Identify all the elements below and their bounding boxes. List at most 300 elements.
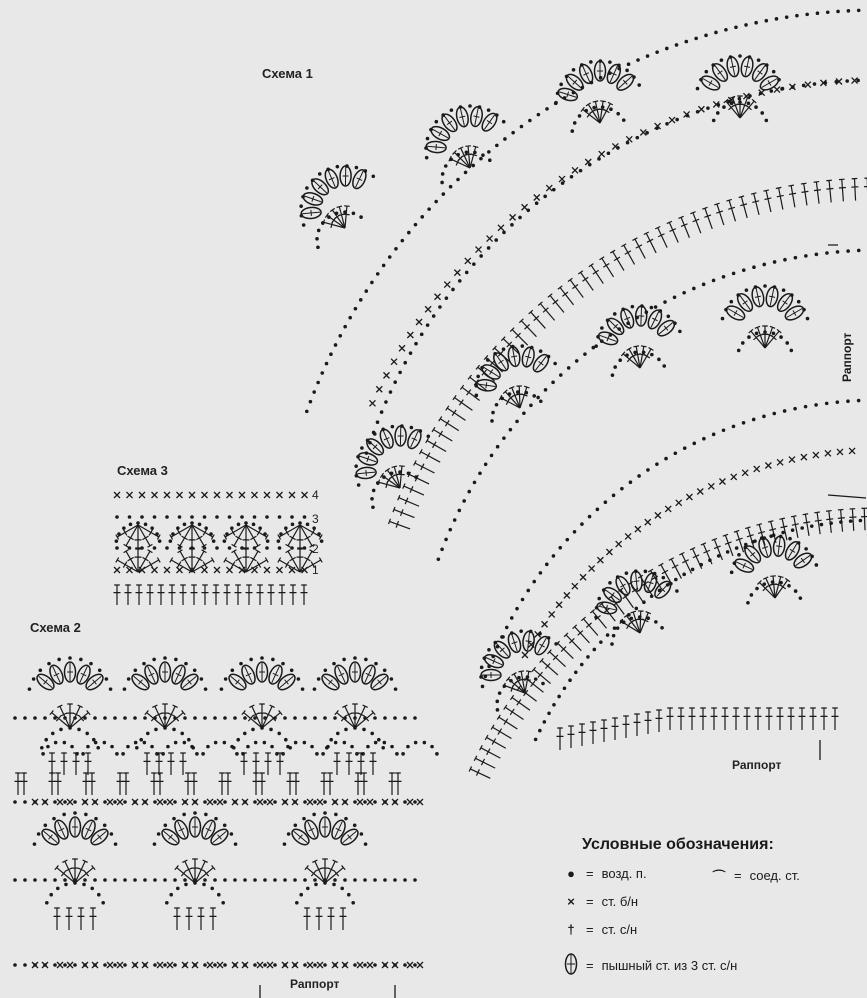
double-crochet <box>601 720 608 742</box>
single-crochet <box>67 962 73 968</box>
double-crochet <box>316 908 323 930</box>
chain-stitch <box>70 745 74 749</box>
chain-stitch <box>486 358 490 362</box>
chain-stitch <box>495 113 499 117</box>
chain-stitch <box>32 677 36 681</box>
scheme-3-row-number: 3 <box>312 512 319 526</box>
single-crochet <box>307 799 313 805</box>
single-crochet <box>239 492 245 498</box>
chain-stitch <box>302 817 306 821</box>
single-crochet <box>317 799 323 805</box>
chain-stitch <box>552 554 556 558</box>
chain-stitch <box>133 878 137 882</box>
single-crochet <box>282 799 288 805</box>
chain-stitch <box>184 662 188 666</box>
chain-stitch <box>334 813 338 817</box>
single-crochet <box>142 962 148 968</box>
double-crochet <box>178 525 192 547</box>
chain-stitch <box>846 249 850 253</box>
double-crochet <box>711 708 718 730</box>
chain-stitch <box>813 82 817 86</box>
chain-stitch <box>318 172 322 176</box>
chain-stitch <box>612 634 616 638</box>
double-crochet <box>232 525 246 547</box>
chain-stitch <box>565 75 569 79</box>
chain-stitch <box>450 108 454 112</box>
chain-stitch <box>836 250 840 254</box>
chain-stitch <box>762 582 766 586</box>
chain-stitch <box>747 335 751 339</box>
double-crochet <box>751 193 759 215</box>
chain-stitch <box>726 550 730 554</box>
chain-stitch <box>800 526 804 530</box>
chain-stitch <box>657 358 661 362</box>
double-crochet <box>679 553 691 574</box>
chain-stitch <box>633 351 637 355</box>
chain-stitch <box>729 55 733 59</box>
chain-stitch <box>372 489 376 493</box>
chain-stitch <box>395 752 399 756</box>
double-crochet <box>426 438 446 451</box>
double-crochet <box>219 773 226 795</box>
scheme-2-rapport-label: Раппорт <box>290 977 340 991</box>
double-crochet <box>419 449 440 462</box>
single-crochet <box>487 236 493 242</box>
puff-stitch-inner <box>408 430 421 449</box>
chain-stitch <box>353 656 357 660</box>
chain-stitch <box>556 91 560 95</box>
chain-stitch <box>664 457 668 461</box>
chain-stitch <box>472 262 476 266</box>
double-crochet <box>389 773 396 795</box>
chain-stitch <box>730 571 734 575</box>
single-crochet <box>232 962 238 968</box>
chain-stitch <box>748 55 752 59</box>
chain-stitch <box>153 878 157 882</box>
chain-stitch <box>193 716 197 720</box>
chain-stitch <box>406 745 410 749</box>
double-crochet <box>192 558 214 572</box>
chain-stitch <box>568 678 572 682</box>
double-crochet <box>70 705 83 728</box>
chain-stitch <box>613 312 617 316</box>
chain-stitch <box>398 470 402 474</box>
chain-stitch <box>263 741 267 745</box>
chain-stitch <box>518 216 522 220</box>
double-crochet <box>259 704 266 728</box>
chain-stitch <box>153 963 157 967</box>
chain-stitch <box>115 752 119 756</box>
chain-stitch <box>295 901 299 905</box>
chain-stitch <box>502 231 506 235</box>
single-crochet <box>765 462 771 468</box>
chain-stitch <box>445 296 449 300</box>
chain-stitch <box>637 474 641 478</box>
double-crochet <box>268 585 275 605</box>
chain-stitch <box>315 752 319 756</box>
chain-stitch <box>845 79 849 83</box>
single-crochet <box>597 557 603 563</box>
chain-stitch <box>754 21 758 25</box>
chain-stitch <box>772 331 776 335</box>
chain-stitch <box>53 800 57 804</box>
chain-stitch <box>785 15 789 19</box>
chain-stitch <box>68 656 72 660</box>
chain-stitch <box>113 878 117 882</box>
chain-stitch <box>376 420 380 424</box>
single-crochet <box>289 492 295 498</box>
chain-stitch <box>594 616 598 620</box>
chain-stitch <box>465 271 469 275</box>
chain-stitch <box>135 746 139 750</box>
chain-stitch <box>502 436 506 440</box>
chain-stitch <box>355 752 359 756</box>
double-crochet <box>186 908 193 930</box>
double-crochet <box>293 773 300 795</box>
chain-stitch <box>510 223 514 227</box>
single-crochet <box>407 962 413 968</box>
double-crochet <box>655 226 667 247</box>
chain-stitch <box>597 597 601 601</box>
chain-stitch <box>409 351 413 355</box>
scheme-2-title: Схема 2 <box>30 620 81 635</box>
chain-stitch <box>114 842 118 846</box>
chain-stitch <box>714 31 718 35</box>
single-crochet <box>382 799 388 805</box>
chain-stitch <box>772 412 776 416</box>
single-crochet <box>114 567 120 573</box>
chain-stitch <box>594 344 598 348</box>
chain-stitch <box>655 50 659 54</box>
single-crochet <box>825 450 831 456</box>
single-crochet <box>267 962 273 968</box>
chain-stitch <box>521 598 525 602</box>
chain-stitch <box>857 9 861 13</box>
chain-stitch <box>595 606 599 610</box>
chain-stitch <box>580 63 584 67</box>
chain-stitch <box>449 158 453 162</box>
chain-stitch <box>265 515 269 519</box>
chain-stitch <box>573 530 577 534</box>
chain-stitch <box>403 716 407 720</box>
chain-stitch <box>321 752 325 756</box>
chain-stitch <box>269 728 273 732</box>
chain-stitch <box>797 541 801 545</box>
chain-stitch <box>286 745 290 749</box>
chain-stitch <box>173 800 177 804</box>
chain-stitch <box>110 745 114 749</box>
chain-stitch <box>206 745 210 749</box>
chain-stitch <box>121 752 125 756</box>
single-crochet <box>655 512 661 518</box>
chain-stitch <box>354 464 358 468</box>
chain-stitch <box>479 254 483 258</box>
single-crochet <box>708 483 714 489</box>
chain-stitch <box>747 101 751 105</box>
chain-stitch <box>163 800 167 804</box>
chain-stitch <box>157 832 161 836</box>
chain-stitch <box>342 658 346 662</box>
chain-stitch <box>13 963 17 967</box>
double-crochet <box>589 264 604 284</box>
chain-stitch <box>539 349 543 353</box>
chain-stitch <box>437 557 441 561</box>
chain-stitch <box>323 811 327 815</box>
chain-stitch <box>491 411 495 415</box>
chain-stitch <box>475 394 479 398</box>
double-crochet <box>235 585 242 605</box>
chain-stitch <box>195 752 199 756</box>
chain-stitch <box>393 716 397 720</box>
chain-stitch <box>273 878 277 882</box>
chain-stitch <box>627 62 631 66</box>
chain-stitch <box>263 800 267 804</box>
chain-stitch <box>63 716 67 720</box>
chain-stitch <box>153 800 157 804</box>
double-crochet <box>640 612 651 633</box>
double-crochet <box>712 538 723 559</box>
chain-stitch <box>165 546 169 550</box>
chain-stitch <box>373 716 377 720</box>
double-crochet <box>510 695 530 710</box>
single-crochet <box>207 799 213 805</box>
chain-stitch <box>39 669 43 673</box>
single-crochet <box>257 799 263 805</box>
single-crochet <box>117 799 123 805</box>
chain-stitch <box>220 687 224 691</box>
double-crochet <box>355 773 362 795</box>
double-crochet <box>568 278 583 297</box>
chain-stitch <box>355 166 359 170</box>
double-crochet <box>279 585 286 605</box>
chain-stitch <box>547 636 551 640</box>
double-crochet <box>821 708 828 730</box>
single-crochet <box>202 492 208 498</box>
chain-stitch <box>480 666 484 670</box>
chain-stitch <box>53 963 57 967</box>
chain-stitch <box>696 87 700 91</box>
chain-stitch <box>383 716 387 720</box>
chain-stitch <box>93 716 97 720</box>
chain-stitch <box>599 59 603 63</box>
double-crochet <box>610 250 624 270</box>
chain-stitch <box>271 658 275 662</box>
chain-stitch <box>350 745 354 749</box>
chain-stitch <box>599 640 603 644</box>
chain-stitch <box>393 380 397 384</box>
chain-stitch <box>310 745 314 749</box>
puff-stitch-inner <box>357 469 375 477</box>
chain-stitch <box>654 620 658 624</box>
double-crochet <box>702 207 712 229</box>
chain-stitch <box>215 546 219 550</box>
double-crochet <box>578 271 593 291</box>
chain-stitch <box>312 813 316 817</box>
chain-stitch <box>84 813 88 817</box>
single-crochet <box>282 962 288 968</box>
double-crochet <box>169 585 176 605</box>
chain-stitch <box>755 331 759 335</box>
double-crochet <box>286 525 300 547</box>
chain-stitch <box>98 669 102 673</box>
chain-stitch <box>449 185 453 189</box>
chain-stitch <box>596 508 600 512</box>
double-crochet <box>49 753 56 775</box>
chain-stitch <box>240 546 244 550</box>
puff-stitch-inner <box>760 538 771 557</box>
chain-stitch <box>857 249 861 253</box>
double-crochet <box>788 185 796 207</box>
chain-stitch <box>40 746 44 750</box>
chain-stitch <box>479 675 483 679</box>
chain-stitch <box>599 76 603 80</box>
single-crochet <box>522 652 528 658</box>
double-crochet <box>138 550 152 572</box>
chain-stitch <box>530 346 534 350</box>
chain-stitch <box>313 878 317 882</box>
double-crochet <box>393 507 415 518</box>
single-crochet <box>167 962 173 968</box>
chain-stitch <box>427 207 431 211</box>
chain-stitch <box>782 288 786 292</box>
chain-stitch <box>483 656 487 660</box>
chain-stitch <box>209 532 213 536</box>
chain-stitch <box>771 580 775 584</box>
chain-stitch <box>755 587 759 591</box>
chain-stitch <box>606 633 610 637</box>
chain-stitch <box>380 410 384 414</box>
single-crochet <box>417 962 423 968</box>
chain-stitch <box>660 626 664 630</box>
double-crochet <box>826 180 833 202</box>
chain-stitch <box>203 716 207 720</box>
chain-stitch <box>444 164 448 168</box>
double-crochet <box>658 563 671 584</box>
single-crochet <box>67 799 73 805</box>
single-crochet <box>227 567 233 573</box>
single-crochet <box>407 332 413 338</box>
chain-stitch <box>629 480 633 484</box>
chain-stitch <box>123 878 127 882</box>
chain-stitch <box>613 626 617 630</box>
chain-stitch <box>584 109 588 113</box>
chain-stitch <box>283 878 287 882</box>
chain-stitch <box>390 745 394 749</box>
chain-stitch <box>326 168 330 172</box>
chain-stitch <box>203 515 207 519</box>
chain-stitch <box>203 546 207 550</box>
single-crochet <box>572 583 578 589</box>
chain-stitch <box>223 963 227 967</box>
chain-stitch <box>174 658 178 662</box>
chain-stitch <box>558 546 562 550</box>
chain-stitch <box>706 106 710 110</box>
chain-stitch <box>37 832 41 836</box>
double-crochet <box>832 708 839 730</box>
chain-stitch <box>642 350 646 354</box>
chain-stitch <box>225 532 229 536</box>
double-crochet <box>739 196 748 218</box>
chain-stitch <box>89 662 93 666</box>
single-crochet <box>626 136 632 142</box>
chain-stitch <box>49 893 53 897</box>
single-crochet <box>42 962 48 968</box>
chain-stitch <box>622 620 626 624</box>
chain-stitch <box>123 800 127 804</box>
chain-stitch <box>23 716 27 720</box>
double-crochet <box>776 187 784 209</box>
chain-stitch <box>495 700 499 704</box>
chain-stitch <box>846 399 850 403</box>
chain-stitch <box>153 842 157 846</box>
chain-stitch <box>83 878 87 882</box>
chain-stitch <box>215 515 219 519</box>
double-crochet <box>15 773 22 795</box>
chain-stitch <box>359 298 363 302</box>
chain-stitch <box>203 878 207 882</box>
chain-stitch <box>493 641 497 645</box>
chain-stitch <box>636 58 640 62</box>
single-crochet <box>152 492 158 498</box>
chain-stitch <box>738 97 742 101</box>
single-crochet <box>252 492 258 498</box>
chain-stitch <box>401 752 405 756</box>
chain-stitch <box>180 732 184 736</box>
chain-stitch <box>779 581 783 585</box>
puff-stitch-inner <box>535 636 549 655</box>
chain-stitch <box>363 963 367 967</box>
legend-item-sc: × = ст. б/н <box>562 894 638 909</box>
chain-stitch <box>490 419 494 423</box>
chain-stitch <box>110 832 114 836</box>
chain-stitch <box>630 617 634 621</box>
chain-stitch <box>435 752 439 756</box>
chain-stitch <box>847 9 851 13</box>
chain-stitch <box>401 239 405 243</box>
single-crochet <box>82 799 88 805</box>
chain-stitch <box>414 342 418 346</box>
chain-stitch <box>163 878 167 882</box>
chain-stitch <box>519 629 523 633</box>
chain-stitch <box>374 741 378 745</box>
chain-stitch <box>509 679 513 683</box>
double-crochet <box>321 773 328 795</box>
double-crochet <box>49 773 56 795</box>
chain-stitch <box>857 399 861 403</box>
chain-stitch <box>317 229 321 233</box>
single-crochet <box>599 151 605 157</box>
chain-stitch <box>231 669 235 673</box>
chain-stitch <box>366 438 370 442</box>
chain-stitch <box>493 352 497 356</box>
chain-stitch <box>334 741 338 745</box>
chain-stitch <box>414 223 418 227</box>
single-crochet <box>580 574 586 580</box>
chain-stitch <box>263 716 267 720</box>
chain-stitch <box>611 373 615 377</box>
chain-stitch <box>164 824 168 828</box>
chain-stitch <box>63 741 67 745</box>
chain-stitch <box>244 521 248 525</box>
rapport-marker-line <box>820 245 866 760</box>
chain-stitch <box>332 883 336 887</box>
chain-stitch <box>429 128 433 132</box>
chain-stitch <box>364 658 368 662</box>
double-crochet <box>744 708 751 730</box>
chain-stitch <box>659 309 663 313</box>
chain-stitch <box>113 963 117 967</box>
single-crochet <box>407 799 413 805</box>
